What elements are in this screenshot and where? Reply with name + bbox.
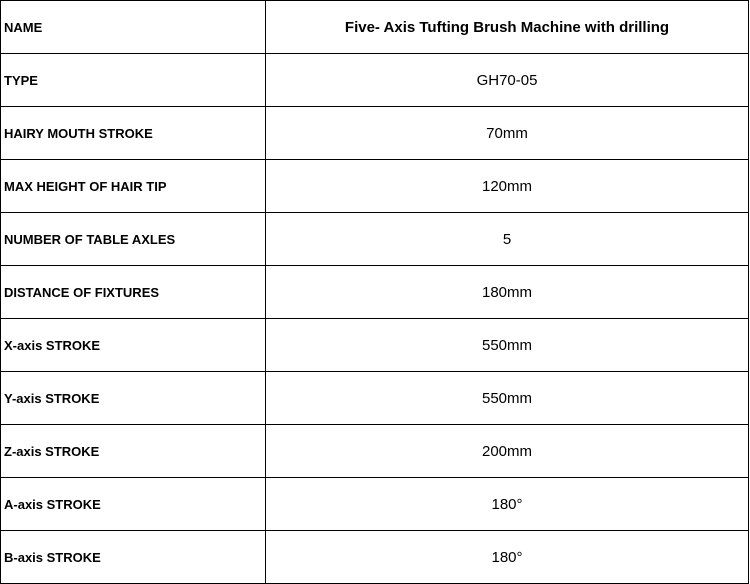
row-value: 70mm — [266, 107, 749, 160]
table-row-hairy-mouth-stroke — [1, 107, 749, 160]
row-value: 5 — [266, 213, 749, 266]
table-row-b-axis-stroke — [1, 531, 749, 584]
row-label: HAIRY MOUTH STROKE — [1, 107, 266, 160]
table-row-type — [1, 54, 749, 107]
table-row-number-of-table-axles — [1, 213, 749, 266]
table-row-x-axis-stroke — [1, 319, 749, 372]
row-value: 550mm — [266, 319, 749, 372]
row-label: DISTANCE OF FIXTURES — [1, 266, 266, 319]
table-row-max-height-hair-tip — [1, 160, 749, 213]
row-label: MAX HEIGHT OF HAIR TIP — [1, 160, 266, 213]
row-label: B-axis STROKE — [1, 531, 266, 584]
table-row-name — [1, 1, 749, 54]
row-value: 180mm — [266, 266, 749, 319]
row-value: 120mm — [266, 160, 749, 213]
table-row-z-axis-stroke — [1, 425, 749, 478]
row-label: X-axis STROKE — [1, 319, 266, 372]
table-row-distance-of-fixtures — [1, 266, 749, 319]
row-value: Five- Axis Tufting Brush Machine with drilling — [266, 1, 749, 54]
spec-table-body — [1, 1, 749, 584]
row-value: 550mm — [266, 372, 749, 425]
row-label: NUMBER OF TABLE AXLES — [1, 213, 266, 266]
row-value: 200mm — [266, 425, 749, 478]
row-label: TYPE — [1, 54, 266, 107]
row-value: GH70-05 — [266, 54, 749, 107]
row-label: Z-axis STROKE — [1, 425, 266, 478]
row-value: 180° — [266, 531, 749, 584]
table-row-a-axis-stroke — [1, 478, 749, 531]
row-label: NAME — [1, 1, 266, 54]
row-label: Y-axis STROKE — [1, 372, 266, 425]
row-label: A-axis STROKE — [1, 478, 266, 531]
table-row-y-axis-stroke — [1, 372, 749, 425]
row-value: 180° — [266, 478, 749, 531]
